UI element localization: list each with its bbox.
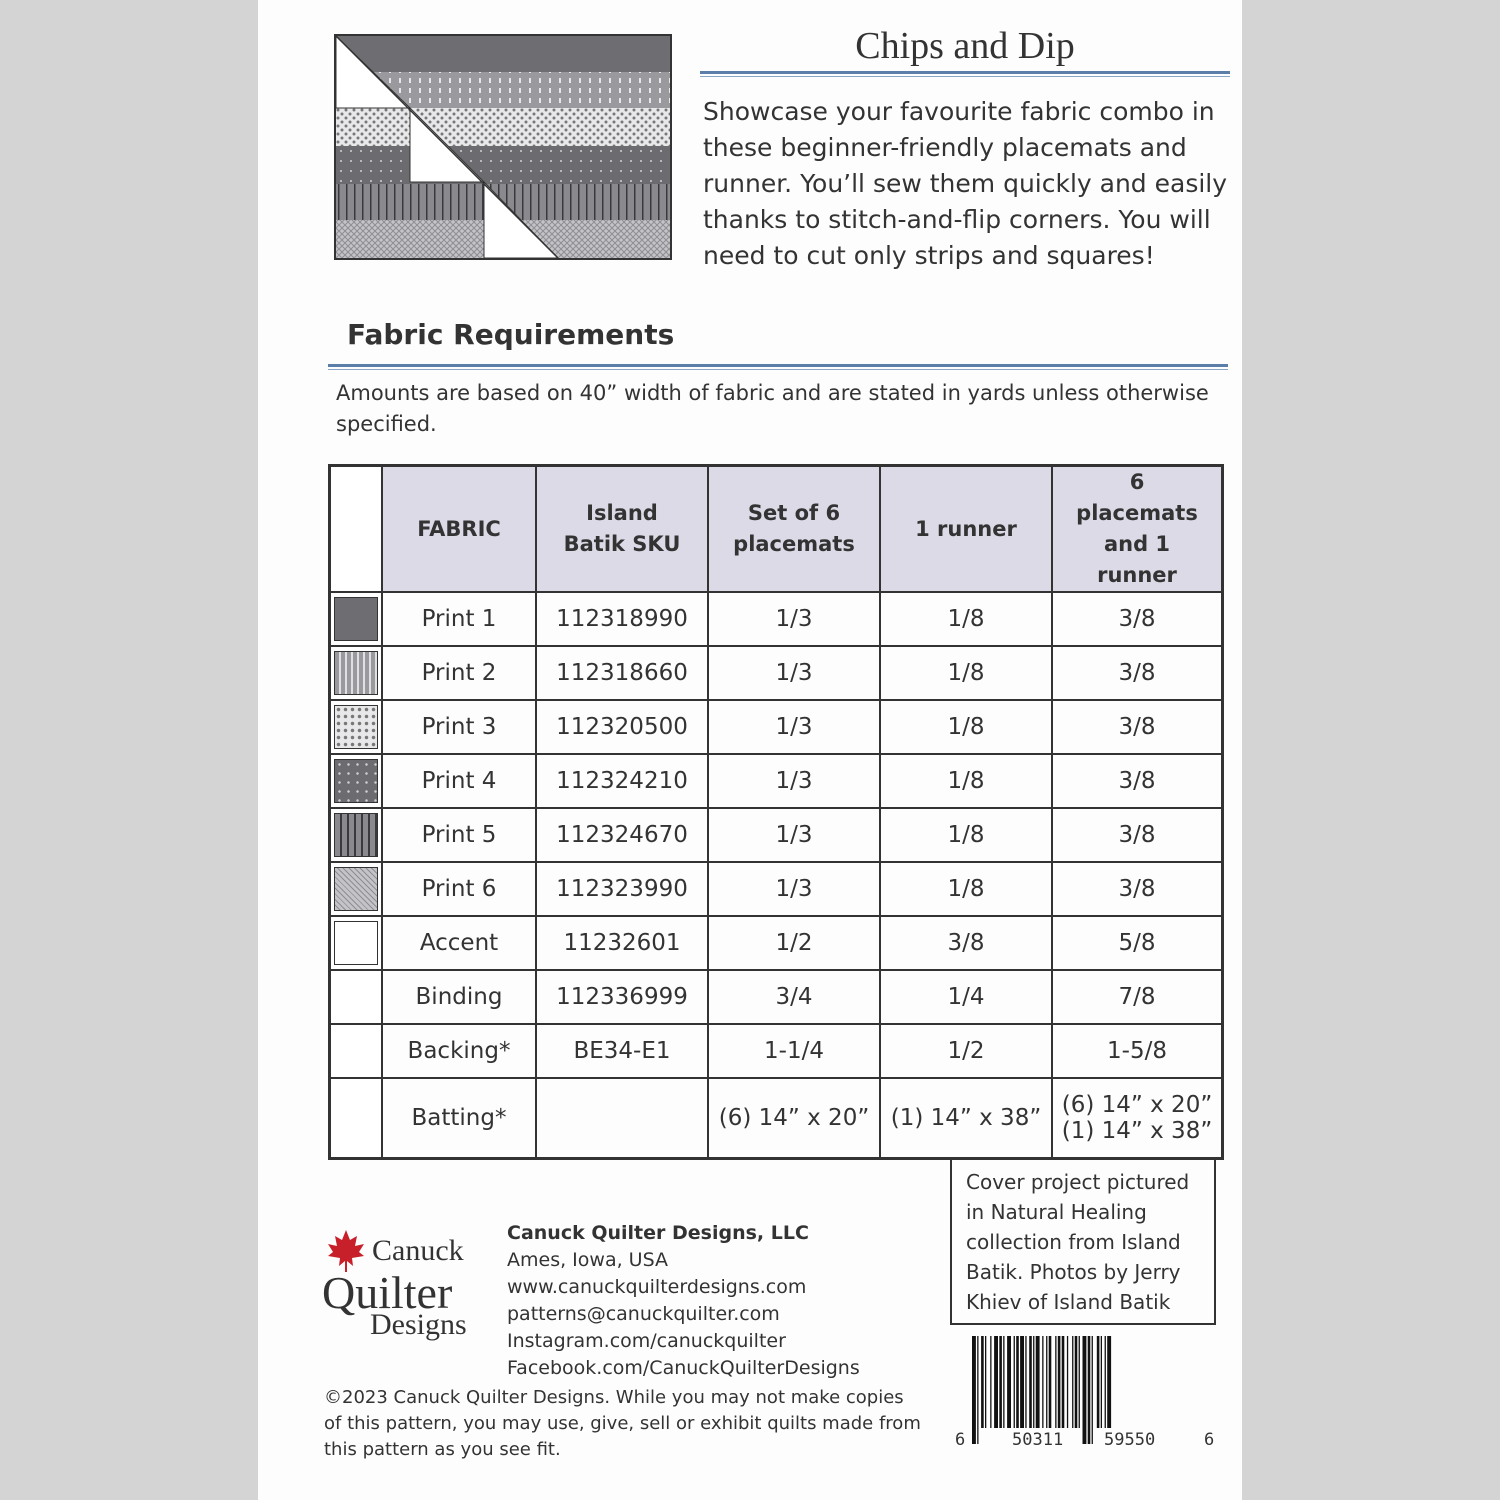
cell-sku: 112320500 xyxy=(536,700,708,754)
cell-fabric: Print 5 xyxy=(382,808,536,862)
cell-fabric: Print 2 xyxy=(382,646,536,700)
table-row xyxy=(330,808,1223,862)
barcode-bar xyxy=(990,1336,991,1428)
barcode-group-1: 50311 xyxy=(1012,1430,1064,1450)
instagram-link[interactable]: Instagram.com/canuckquilter xyxy=(507,1330,786,1352)
cell-sku: 112323990 xyxy=(536,862,708,916)
cell-set6: (6) 14” x 20” xyxy=(708,1078,880,1159)
cell-set6: 1-1/4 xyxy=(708,1024,880,1078)
cell-sku: BE34-E1 xyxy=(536,1024,708,1078)
table-row xyxy=(330,862,1223,916)
barcode-bar xyxy=(977,1336,978,1444)
table-row-batting xyxy=(330,1078,1223,1159)
fabric-swatch xyxy=(334,759,378,803)
barcode-bar xyxy=(1055,1336,1056,1428)
cell-runner: 1/8 xyxy=(880,700,1052,754)
barcode-bar xyxy=(1046,1336,1047,1428)
cell-fabric: Print 6 xyxy=(382,862,536,916)
cell-set6: 3/4 xyxy=(708,970,880,1024)
barcode-bar xyxy=(981,1336,984,1428)
barcode-bar xyxy=(1014,1336,1015,1428)
column-header-set6-label: Set of 6 placemats xyxy=(733,501,855,556)
table-row xyxy=(330,592,1223,646)
table-row xyxy=(330,754,1223,808)
barcode-bar xyxy=(1075,1336,1078,1428)
barcode-bar xyxy=(1097,1336,1100,1428)
cell-both xyxy=(1052,1078,1223,1159)
cell-set6: 1/3 xyxy=(708,862,880,916)
cell-runner: 1/8 xyxy=(880,808,1052,862)
cell-runner: 3/8 xyxy=(880,916,1052,970)
barcode-bar xyxy=(1042,1336,1043,1428)
barcode-bar xyxy=(1092,1336,1093,1444)
cell-both: 1-5/8 xyxy=(1052,1024,1223,1078)
swatch-cell xyxy=(330,646,383,700)
barcode-bar xyxy=(1083,1336,1087,1444)
company-logo xyxy=(322,1228,492,1348)
swatch-cell xyxy=(330,700,383,754)
cell-runner: 1/8 xyxy=(880,754,1052,808)
table-header-row xyxy=(330,466,1223,593)
fabric-requirements-heading: Fabric Requirements xyxy=(347,318,675,351)
cell-sku: 112318990 xyxy=(536,592,708,646)
cell-both-line: (1) 14” x 38” xyxy=(1061,1118,1213,1144)
cell-set6: 1/3 xyxy=(708,700,880,754)
barcode-bar xyxy=(1029,1336,1032,1428)
table-row xyxy=(330,700,1223,754)
fabric-swatch xyxy=(334,705,378,749)
section-rule xyxy=(328,364,1228,370)
barcode-bar xyxy=(1088,1336,1091,1444)
cell-fabric: Binding xyxy=(382,970,536,1024)
barcode-bar xyxy=(1025,1336,1026,1428)
cell-both: 7/8 xyxy=(1052,970,1223,1024)
cell-runner: 1/8 xyxy=(880,862,1052,916)
barcode-bar xyxy=(1003,1336,1004,1428)
placemat-diagram xyxy=(336,36,670,258)
barcode-bar xyxy=(1007,1336,1011,1428)
cell-sku: 112336999 xyxy=(536,970,708,1024)
cell-sku xyxy=(536,1078,708,1159)
barcode-bar xyxy=(972,1336,976,1444)
pattern-title: Chips and Dip xyxy=(855,25,1075,67)
title-rule xyxy=(700,71,1230,77)
barcode-digit-first: 6 xyxy=(955,1430,966,1450)
contact-block xyxy=(507,1220,860,1382)
cell-both: 3/8 xyxy=(1052,700,1223,754)
website-link[interactable]: www.canuckquilterdesigns.com xyxy=(507,1276,807,1298)
cell-runner: 1/8 xyxy=(880,592,1052,646)
swatch-cell xyxy=(330,862,383,916)
cell-both-line: (6) 14” x 20” xyxy=(1061,1092,1213,1118)
swatch-column-header xyxy=(330,466,383,593)
cell-runner: 1/2 xyxy=(880,1024,1052,1078)
table-row xyxy=(330,970,1223,1024)
swatch-cell xyxy=(330,1024,383,1078)
swatch-cell xyxy=(330,1078,383,1159)
cell-sku: 112324670 xyxy=(536,808,708,862)
cell-both: 3/8 xyxy=(1052,862,1223,916)
cover-credit-box: Cover project pictured in Natural Healing collection from Island Batik. Photos by Jerry Khiev of Island Batik xyxy=(950,1157,1216,1325)
cell-both: 3/8 xyxy=(1052,592,1223,646)
intro-text: Showcase your favourite fabric combo in these beginner-friendly placemats and runner. You’ll sew them quickly and easily thanks to stitch-and-flip corners. You will need to cut only strips and squares! xyxy=(703,97,1228,270)
barcode-group-2: 59550 xyxy=(1104,1430,1156,1450)
cell-set6: 1/3 xyxy=(708,592,880,646)
barcode-bar xyxy=(1020,1336,1024,1428)
column-header-fabric: FABRIC xyxy=(382,466,536,593)
barcode-bar xyxy=(1101,1336,1102,1428)
cell-fabric: Backing* xyxy=(382,1024,536,1078)
cell-fabric: Print 4 xyxy=(382,754,536,808)
barcode-bar xyxy=(1016,1336,1019,1428)
barcode-bar xyxy=(1058,1336,1061,1428)
barcode-bar xyxy=(985,1336,986,1428)
column-header-sku xyxy=(536,466,708,593)
column-header-both xyxy=(1052,466,1223,593)
logo-line-1: Canuck xyxy=(372,1234,464,1267)
cell-sku: 11232601 xyxy=(536,916,708,970)
fabric-swatch xyxy=(334,867,378,911)
fabric-swatch xyxy=(334,921,378,965)
barcode-bar xyxy=(1067,1336,1068,1428)
barcode-bar xyxy=(1105,1336,1106,1428)
table-row xyxy=(330,916,1223,970)
barcode-bar xyxy=(999,1336,1002,1428)
barcode-bar xyxy=(994,1336,998,1428)
fabric-requirements-table xyxy=(328,464,1224,1160)
cell-set6: 1/3 xyxy=(708,646,880,700)
company-location: Ames, Iowa, USA xyxy=(507,1249,668,1271)
fabric-swatch xyxy=(334,597,378,641)
cell-fabric: Print 3 xyxy=(382,700,536,754)
logo-line-3: Designs xyxy=(370,1308,467,1341)
facebook-link[interactable]: Facebook.com/CanuckQuilterDesigns xyxy=(507,1357,860,1379)
barcode-bar xyxy=(1072,1336,1073,1428)
amounts-note: Amounts are based on 40” width of fabric and are stated in yards unless otherwise specified. xyxy=(336,381,1209,436)
column-header-sku-label: Island Batik SKU xyxy=(563,501,681,556)
swatch-cell xyxy=(330,592,383,646)
cover-illustration xyxy=(334,34,672,260)
cell-runner: (1) 14” x 38” xyxy=(880,1078,1052,1159)
cell-both: 3/8 xyxy=(1052,646,1223,700)
cell-fabric: Accent xyxy=(382,916,536,970)
cell-both: 5/8 xyxy=(1052,916,1223,970)
swatch-cell xyxy=(330,970,383,1024)
logo-line-2: Quilter xyxy=(322,1267,453,1318)
cell-set6: 1/3 xyxy=(708,754,880,808)
fabric-swatch xyxy=(334,651,378,695)
cell-fabric: Batting* xyxy=(382,1078,536,1159)
barcode xyxy=(960,1336,1216,1454)
barcode-bar xyxy=(1033,1336,1034,1428)
fabric-swatch xyxy=(334,813,378,857)
swatch-cell xyxy=(330,754,383,808)
swatch-cell xyxy=(330,808,383,862)
barcode-bar xyxy=(1049,1336,1052,1428)
email-link[interactable]: patterns@canuckquilter.com xyxy=(507,1303,780,1325)
cell-runner: 1/4 xyxy=(880,970,1052,1024)
cell-fabric: Print 1 xyxy=(382,592,536,646)
cell-set6: 1/3 xyxy=(708,808,880,862)
swatch-cell xyxy=(330,916,383,970)
copyright-notice: ©2023 Canuck Quilter Designs. While you may not make copies of this pattern, you may use, give, sell or exhibit quilts made from this pattern as you see fit. xyxy=(324,1387,921,1460)
company-name: Canuck Quilter Designs, LLC xyxy=(507,1222,809,1244)
cell-both: 3/8 xyxy=(1052,808,1223,862)
table-row xyxy=(330,1024,1223,1078)
cell-sku: 112324210 xyxy=(536,754,708,808)
barcode-bar xyxy=(1062,1336,1065,1428)
cell-set6: 1/2 xyxy=(708,916,880,970)
barcode-bar xyxy=(1036,1336,1040,1428)
table-row xyxy=(330,646,1223,700)
column-header-both-label: 6 placemats and 1 runner xyxy=(1076,470,1198,587)
column-header-runner: 1 runner xyxy=(880,466,1052,593)
cell-both: 3/8 xyxy=(1052,754,1223,808)
column-header-set6 xyxy=(708,466,880,593)
barcode-digit-last: 6 xyxy=(1204,1430,1215,1450)
barcode-bar xyxy=(1107,1336,1111,1428)
barcode-bar xyxy=(1079,1336,1080,1428)
cell-sku: 112318660 xyxy=(536,646,708,700)
cell-runner: 1/8 xyxy=(880,646,1052,700)
